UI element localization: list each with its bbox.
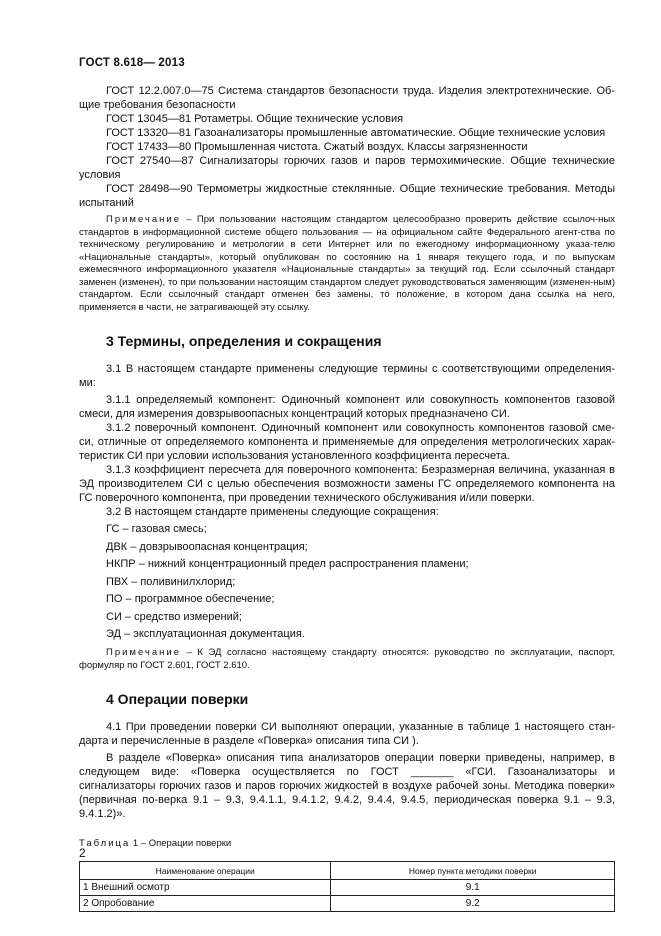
abbreviation-item: ДВК – довзрывоопасная концентрация; — [106, 540, 308, 553]
table-row — [80, 896, 615, 912]
abbreviation-item: ПО – программное обеспечение; — [106, 593, 275, 605]
page-content — [79, 84, 615, 912]
section-3-heading: 3 Термины, определения и сокращения — [106, 333, 382, 349]
table-row — [80, 880, 615, 896]
paragraph-4-1: 4.1 При проведении поверки СИ выполняют операции, указанные в таблице 1 настоящего стан-дарта и перечисленные в разделе «Поверка» описания типа СИ ). — [79, 721, 615, 747]
table-header-operation: Наименование операции — [80, 862, 331, 880]
verification-operations-table — [79, 861, 615, 912]
paragraph-3-1-1: 3.1.1 определяемый компонент: Одиночный компонент или совокупность компонентов газовой смеси, для измерения довзрывоопасных концентраций которых предназначено СИ. — [79, 394, 615, 420]
reference-item: ГОСТ 13320—81 Газоанализаторы промышленные автоматические. Общие технические условия — [106, 127, 606, 139]
abbreviation-item: ЭД – эксплуатационная документация. — [106, 628, 305, 640]
note-documentation — [79, 647, 615, 672]
table-cell-operation: 2 Опробование — [80, 896, 331, 912]
reference-item: ГОСТ 28498—90 Термометры жидкостные стеклянные. Общие технические требования. Методы испытаний — [79, 183, 615, 209]
note-references — [79, 214, 615, 314]
abbreviation-item: СИ – средство измерений; — [106, 610, 242, 623]
note-text: – К ЭД согласно настоящему стандарту относятся: руководство по эксплуатации, паспорт, формуляр по ГОСТ 2.601, ГОСТ 2.610. — [79, 647, 615, 671]
note-label: Примечание — [106, 214, 181, 225]
table-header-clause: Номер пункта методики поверки — [331, 862, 615, 880]
paragraph-3-2: 3.2 В настоящем стандарте применены следующие сокращения: — [106, 506, 439, 518]
table-caption-label: Таблица — [79, 838, 131, 849]
table-header-row — [80, 862, 615, 880]
reference-item: ГОСТ 13045—81 Ротаметры. Общие технические условия — [106, 113, 404, 125]
reference-item: ГОСТ 17433—80 Промышленная чистота. Сжатый воздух. Классы загрязненности — [106, 141, 528, 153]
paragraph-4-1-example: В разделе «Поверка» описания типа анализаторов операции поверки приведены, например, в следующем виде: «Поверка осуществляется по ГОСТ _______ «ГСИ. Газоанализаторы и сигнализаторы горючих газов и паров горючих жидкостей в воздухе рабочей зоны. Методика поверки» (первичная по-верка 9.1 – 9.3, 9.4.1.1, 9.4.1.2, 9.4.2, 9.4.4, 9.4.5, периодическая поверка 9.1 – 9.3, 9.4.1.2)». — [79, 752, 615, 820]
table-caption-text: 1 – Операции поверки — [130, 838, 232, 849]
table-cell-operation: 1 Внешний осмотр — [80, 880, 331, 896]
abbreviation-list — [79, 522, 615, 641]
abbreviation-item: ГС – газовая смесь; — [106, 523, 207, 535]
reference-item: ГОСТ 12.2.007.0—75 Система стандартов безопасности труда. Изделия электротехнические. Об-щие требования безопасности — [79, 85, 615, 111]
reference-item: ГОСТ 27540—87 Сигнализаторы горючих газов и паров термохимические. Общие технические условия — [79, 155, 615, 181]
abbreviation-item: ПВХ – поливинилхлорид; — [106, 575, 236, 588]
running-header: ГОСТ 8.618— 2013 — [79, 57, 185, 69]
page-number: 2 — [79, 846, 86, 860]
note-text: – При пользовании настоящим стандартом целесообразно проверить действие ссылоч-ных стандартов в информационной системе общего пользования — на официальном сайте Федерального агент-ства по техническому регулированию и метрологии в сети Интернет или по ежегодному информационному указа-телю «Национальные стандарты», который опубликован по состоянию на 1 января текущего года, и по выпускам ежемесячного информационного указателя «Национальные стандарты» за текущий год. Если ссылочный стандарт заменен (изменен), то при пользовании настоящим стандартом следует руководствоваться заменяющим (изменен-ным) стандартом. Если ссылочный стандарт отменен без замены, то положение, в котором дана ссылка на него, применяется в части, не затрагивающей эту ссылку. — [79, 214, 615, 313]
section-4-heading: 4 Операции поверки — [106, 691, 249, 707]
note-label: Примечание — [106, 647, 181, 658]
table-cell-clause: 9.1 — [331, 880, 615, 896]
table-caption — [79, 837, 615, 851]
paragraph-3-1-2: 3.1.2 поверочный компонент. Одиночный компонент или совокупность компонентов газовой сме-си, отличные от определяемого компонента и применяемые для определения метрологических харак-теристик СИ при условии использования установленного коэффициента пересчета. — [79, 422, 615, 462]
paragraph-3-1: 3.1 В настоящем стандарте применены следующие термины с соответствующими определения-ми: — [79, 363, 615, 389]
paragraph-3-1-3: 3.1.3 коэффициент пересчета для поверочного компонента: Безразмерная величина, указанная в ЭД производителем СИ с целью обеспечения возможности замены ГС определяемого компонента на ГС поверочного компонента, при проведении технического обслуживания и/или поверки. — [79, 464, 615, 504]
normative-references — [79, 84, 615, 210]
table-cell-clause: 9.2 — [331, 896, 615, 912]
abbreviation-item: НКПР – нижний концентрационный предел распространения пламени; — [106, 558, 469, 570]
